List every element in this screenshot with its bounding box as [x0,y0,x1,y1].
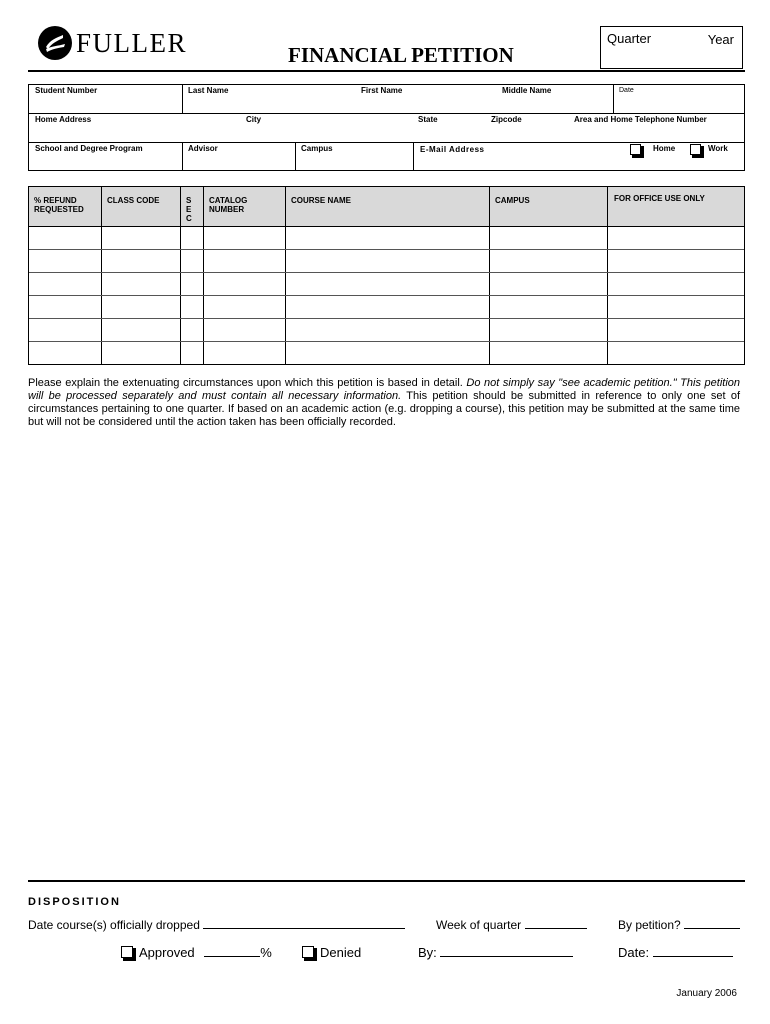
table-row[interactable] [29,295,744,296]
home-address-field[interactable]: Home Address [35,115,92,124]
instructions-part1: Please explain the extenuating circumstances upon which this petition is based in detail. [28,377,467,389]
advisor-field[interactable]: Advisor [188,144,218,153]
percent-sign: % [260,945,272,960]
approved-line[interactable] [121,945,272,960]
logo-text: FULLER [76,27,188,58]
table-row[interactable] [29,249,744,250]
disposition-rule [28,880,745,882]
date-label: Date: [618,945,650,960]
last-name-field[interactable]: Last Name [188,86,229,95]
student-number-field[interactable]: Student Number [35,86,98,95]
date-line[interactable] [618,945,733,960]
table-row[interactable] [29,341,744,342]
approved-checkbox[interactable] [121,946,133,958]
date-field[interactable]: Date [619,87,634,94]
zipcode-field[interactable]: Zipcode [491,115,522,124]
fuller-logo [38,26,187,60]
col-course-name: COURSE NAME [291,196,352,205]
date-dropped-label: Date course(s) officially dropped [28,918,200,932]
quarter-label: Quarter [607,31,652,46]
col-campus: CAMPUS [495,196,530,205]
work-checkbox[interactable] [690,144,701,155]
by-petition-label: By petition? [618,918,681,932]
first-name-field[interactable]: First Name [361,86,403,95]
campus-field[interactable]: Campus [301,144,333,153]
work-label: Work [708,144,728,153]
header-rule [28,70,745,72]
date-dropped-line[interactable] [28,918,405,932]
col-class-code: CLASS CODE [107,196,160,205]
middle-name-field[interactable]: Middle Name [502,86,552,95]
by-petition-line[interactable] [618,918,740,932]
email-field[interactable]: E-Mail Address [420,145,485,154]
footer-date: January 2006 [676,988,737,999]
week-of-quarter-label: Week of quarter [436,918,522,932]
instructions-italic: Do not simply say "see academic petition." This petition will be processed separately and must contain all necessary information. [28,377,740,402]
denied-checkbox[interactable] [302,946,314,958]
table-row[interactable] [29,318,744,319]
city-field[interactable]: City [246,115,262,124]
denied-label: Denied [320,945,362,960]
state-field[interactable]: State [418,115,438,124]
table-row[interactable] [29,272,744,273]
denied-line[interactable] [302,945,361,960]
disposition-title: DISPOSITION [28,896,121,908]
course-table-header [29,187,744,227]
home-label: Home [653,144,676,153]
col-refund: % REFUND REQUESTED [34,196,84,214]
col-sec: S E C [186,196,192,223]
approved-label: Approved [139,945,195,960]
year-label: Year [707,32,734,47]
course-table [28,186,745,365]
form-title: FINANCIAL PETITION [288,43,514,67]
by-line[interactable] [418,945,573,960]
week-of-quarter-line[interactable] [436,918,587,932]
quarter-year-box[interactable] [600,26,743,69]
telephone-field[interactable]: Area and Home Telephone Number [574,115,707,124]
by-label: By: [418,945,437,960]
col-catalog-number: CATALOG NUMBER [209,196,248,214]
home-checkbox[interactable] [630,144,641,155]
explanation-area[interactable] [28,440,745,870]
student-info-grid [28,84,745,171]
instructions-text [28,377,740,429]
instructions-part3: This petition should be submitted in reference to only one set of circumstances pertaining to one quarter. If based on an academic action (e.g. dropping a course), this petition may be submitted at the same time but will not be considered until the action taken has been officially recorded. [28,390,740,428]
school-program-field[interactable]: School and Degree Program [35,144,143,153]
col-office-use: FOR OFFICE USE ONLY [614,194,705,203]
fuller-book-icon [38,26,72,60]
